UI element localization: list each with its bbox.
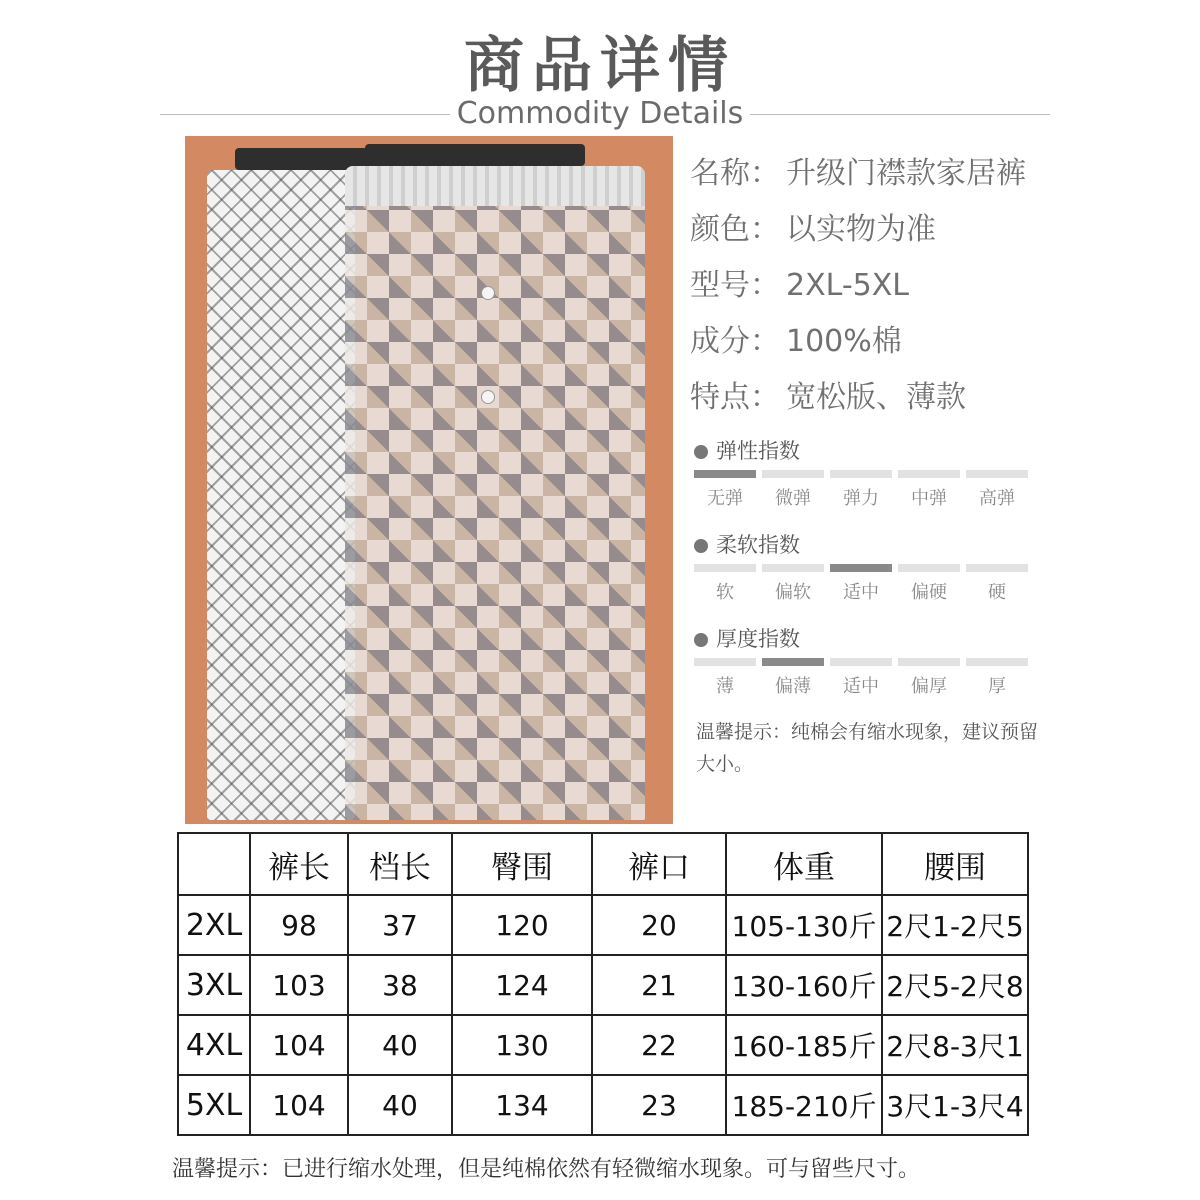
scale-bar — [830, 658, 892, 666]
fabric-indices — [694, 436, 1034, 718]
elasticity-index: 弹性指数 无弹 微弹 弹力 中弹 高弹 — [694, 436, 1034, 530]
thickness-scale: 薄 偏薄 适中 偏厚 厚 — [694, 658, 1034, 700]
scale-bar — [898, 658, 960, 666]
scale-bar — [898, 564, 960, 572]
fly-button-top — [481, 286, 495, 300]
product-photo — [185, 136, 673, 824]
info-color: 颜色： 以实物为准 — [690, 212, 936, 247]
scale-bar — [694, 564, 756, 572]
scale-bar — [762, 564, 824, 572]
scale-bar — [966, 658, 1028, 666]
table-row: 5XL 104 40 134 23 185-210斤 3尺1-3尺4 — [178, 1075, 1028, 1135]
scale-bar — [694, 470, 756, 478]
scale-bar — [830, 470, 892, 478]
elasticity-scale: 无弹 微弹 弹力 中弹 高弹 — [694, 470, 1034, 512]
scale-bar — [762, 658, 824, 666]
scale-bar — [966, 564, 1028, 572]
bullet-icon — [694, 539, 708, 553]
info-material: 成分： 100%棉 — [690, 324, 902, 359]
info-features: 特点： 宽松版、薄款 — [690, 380, 966, 415]
size-table — [177, 832, 1029, 1136]
scale-bar — [966, 470, 1028, 478]
page-title: 商品详情 — [464, 31, 736, 101]
info-model: 型号： 2XL-5XL — [690, 268, 910, 303]
thickness-index: 厚度指数 薄 偏薄 适中 偏厚 厚 — [694, 624, 1034, 718]
scale-bar — [762, 470, 824, 478]
bullet-icon — [694, 445, 708, 459]
scale-bar — [694, 658, 756, 666]
hanger-right — [365, 144, 585, 166]
softness-index: 柔软指数 软 偏软 适中 偏硬 硬 — [694, 530, 1034, 624]
pants-left — [207, 170, 355, 820]
table-row: 4XL 104 40 130 22 160-185斤 2尺8-3尺1 — [178, 1015, 1028, 1075]
care-tip: 温馨提示：纯棉会有缩水现象，建议预留大小。 — [696, 721, 1039, 775]
pants-right — [345, 166, 645, 820]
scale-bar — [898, 470, 960, 478]
softness-scale: 软 偏软 适中 偏硬 硬 — [694, 564, 1034, 606]
table-row: 2XL 98 37 120 20 105-130斤 2尺1-2尺5 — [178, 895, 1028, 955]
bullet-icon — [694, 633, 708, 647]
product-info — [690, 150, 1190, 430]
pants-waistband — [345, 166, 645, 206]
table-header-row: 裤长 档长 臀围 裤口 体重 腰围 — [178, 833, 1028, 895]
scale-bar — [830, 564, 892, 572]
table-row: 3XL 103 38 124 21 130-160斤 2尺5-2尺8 — [178, 955, 1028, 1015]
info-name: 名称： 升级门襟款家居裤 — [690, 156, 1026, 191]
fly-button-bottom — [481, 390, 495, 404]
page-subtitle: Commodity Details — [456, 96, 744, 131]
shrinkage-tip: 温馨提示：已进行缩水处理，但是纯棉依然有轻微缩水现象。可与留些尺寸。 — [172, 1157, 921, 1182]
subtitle-row — [0, 96, 1200, 132]
